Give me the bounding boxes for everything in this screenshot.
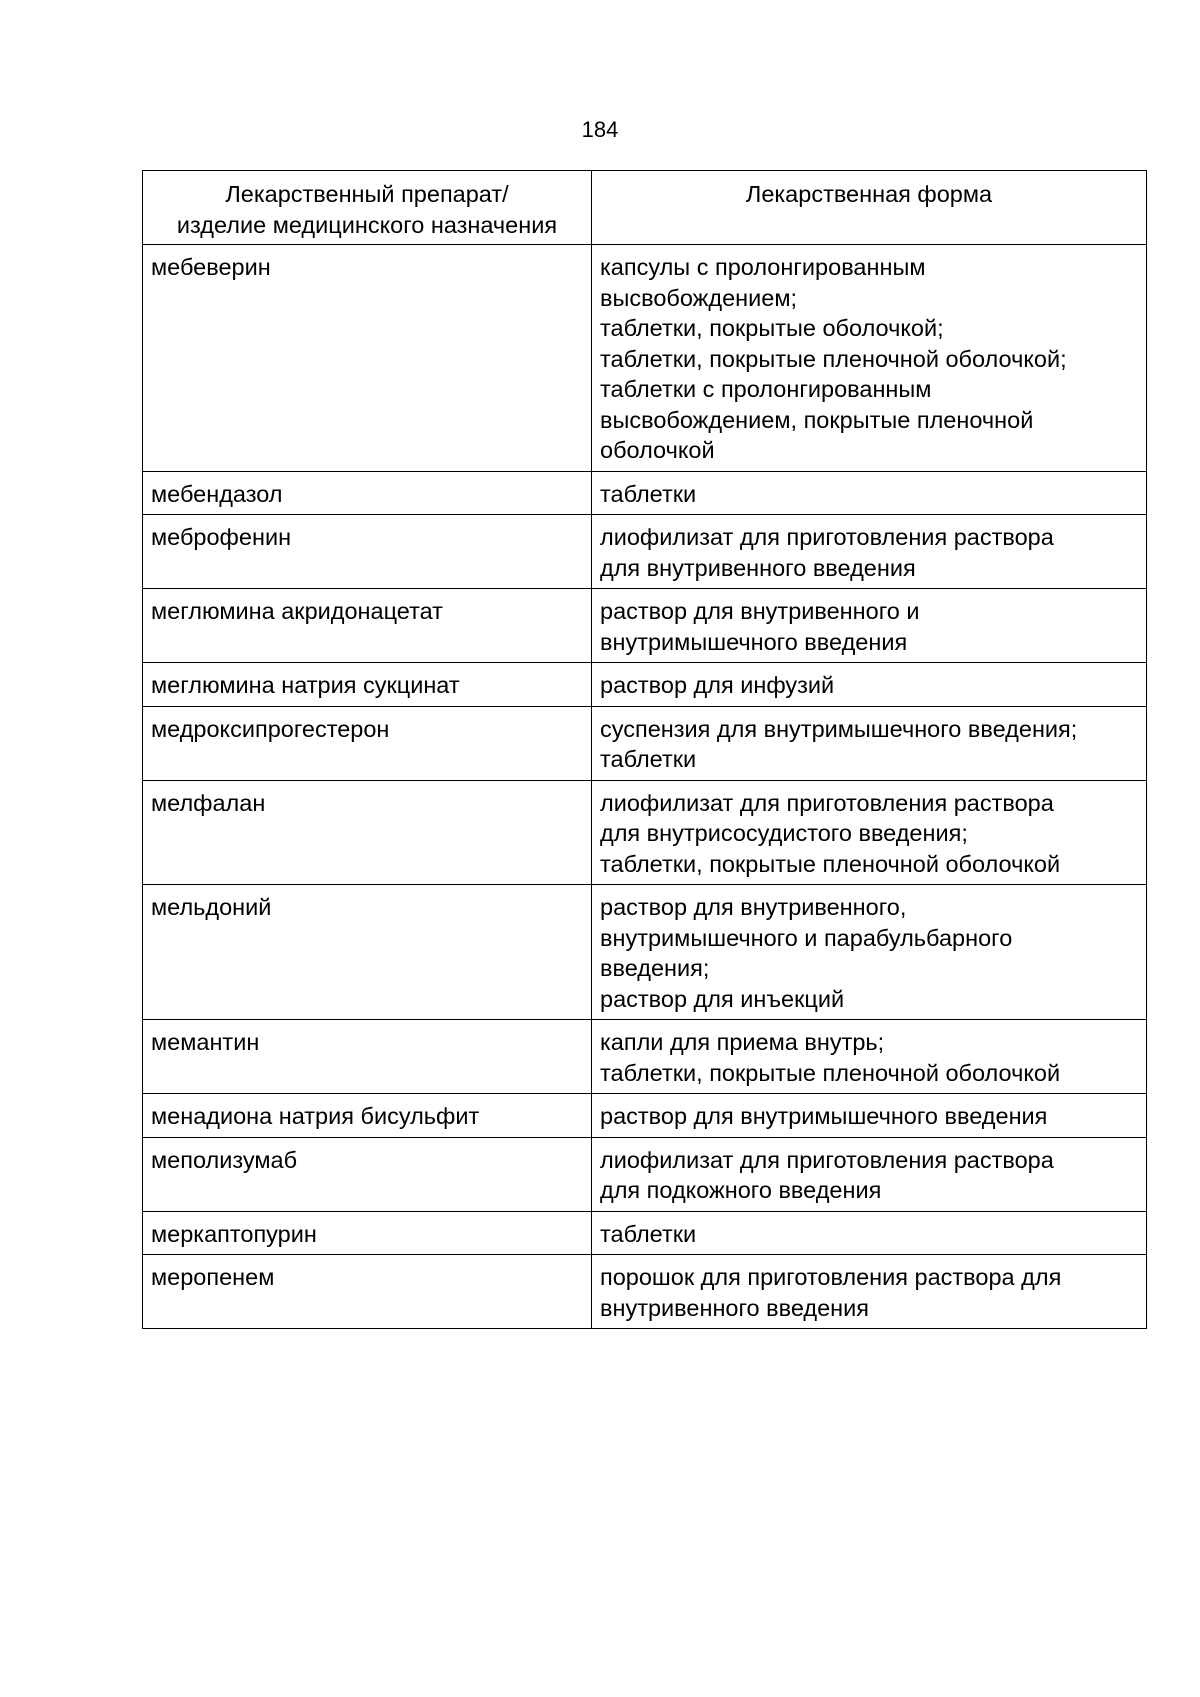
table-row: [143, 885, 1147, 1020]
drug-name-cell: медроксипрогестерон: [143, 706, 592, 780]
dosage-form-cell: капли для приема внутрь; таблетки, покрытые пленочной оболочкой: [592, 1020, 1147, 1094]
drug-name-cell: меркаптопурин: [143, 1211, 592, 1255]
table-row: [143, 1094, 1147, 1138]
table-row: [143, 471, 1147, 515]
drug-name-cell: меброфенин: [143, 515, 592, 589]
table-row: [143, 1137, 1147, 1211]
dosage-form-cell: раствор для инфузий: [592, 663, 1147, 707]
drug-name-cell: мемантин: [143, 1020, 592, 1094]
dosage-form-cell: лиофилизат для приготовления раствора для внутривенного введения: [592, 515, 1147, 589]
drug-table: [142, 170, 1147, 1329]
dosage-form-cell: лиофилизат для приготовления раствора для внутрисосудистого введения; таблетки, покрытые пленочной оболочкой: [592, 780, 1147, 885]
dosage-form-cell: порошок для приготовления раствора для внутривенного введения: [592, 1255, 1147, 1329]
dosage-form-cell: таблетки: [592, 471, 1147, 515]
table-row: [143, 1020, 1147, 1094]
table-row: [143, 706, 1147, 780]
dosage-form-cell: суспензия для внутримышечного введения; таблетки: [592, 706, 1147, 780]
header-drug: Лекарственный препарат/ изделие медицинского назначения: [143, 171, 592, 245]
table-row: [143, 589, 1147, 663]
drug-name-cell: мебеверин: [143, 245, 592, 472]
page-number: 184: [581, 117, 619, 142]
table-row: [143, 515, 1147, 589]
drug-name-cell: меглюмина натрия сукцинат: [143, 663, 592, 707]
table-row: [143, 1255, 1147, 1329]
table-header-row: [143, 171, 1147, 245]
drug-name-cell: меропенем: [143, 1255, 592, 1329]
dosage-form-cell: лиофилизат для приготовления раствора для подкожного введения: [592, 1137, 1147, 1211]
drug-name-cell: менадиона натрия бисульфит: [143, 1094, 592, 1138]
dosage-form-cell: раствор для внутривенного и внутримышечного введения: [592, 589, 1147, 663]
drug-name-cell: мелфалан: [143, 780, 592, 885]
drug-name-cell: меполизумаб: [143, 1137, 592, 1211]
drug-name-cell: мельдоний: [143, 885, 592, 1020]
drug-name-cell: меглюмина акридонацетат: [143, 589, 592, 663]
dosage-form-cell: капсулы с пролонгированным высвобождением; таблетки, покрытые оболочкой; таблетки, покрытые пленочной оболочкой; таблетки с пролонгированным высвобождением, покрытые пленочной оболочкой: [592, 245, 1147, 472]
table-row: [143, 1211, 1147, 1255]
table-row: [143, 780, 1147, 885]
dosage-form-cell: таблетки: [592, 1211, 1147, 1255]
table-row: [143, 663, 1147, 707]
table-row: [143, 245, 1147, 472]
dosage-form-cell: раствор для внутримышечного введения: [592, 1094, 1147, 1138]
drug-name-cell: мебендазол: [143, 471, 592, 515]
header-form: Лекарственная форма: [592, 171, 1147, 245]
dosage-form-cell: раствор для внутривенного, внутримышечного и парабульбарного введения; раствор для инъекций: [592, 885, 1147, 1020]
